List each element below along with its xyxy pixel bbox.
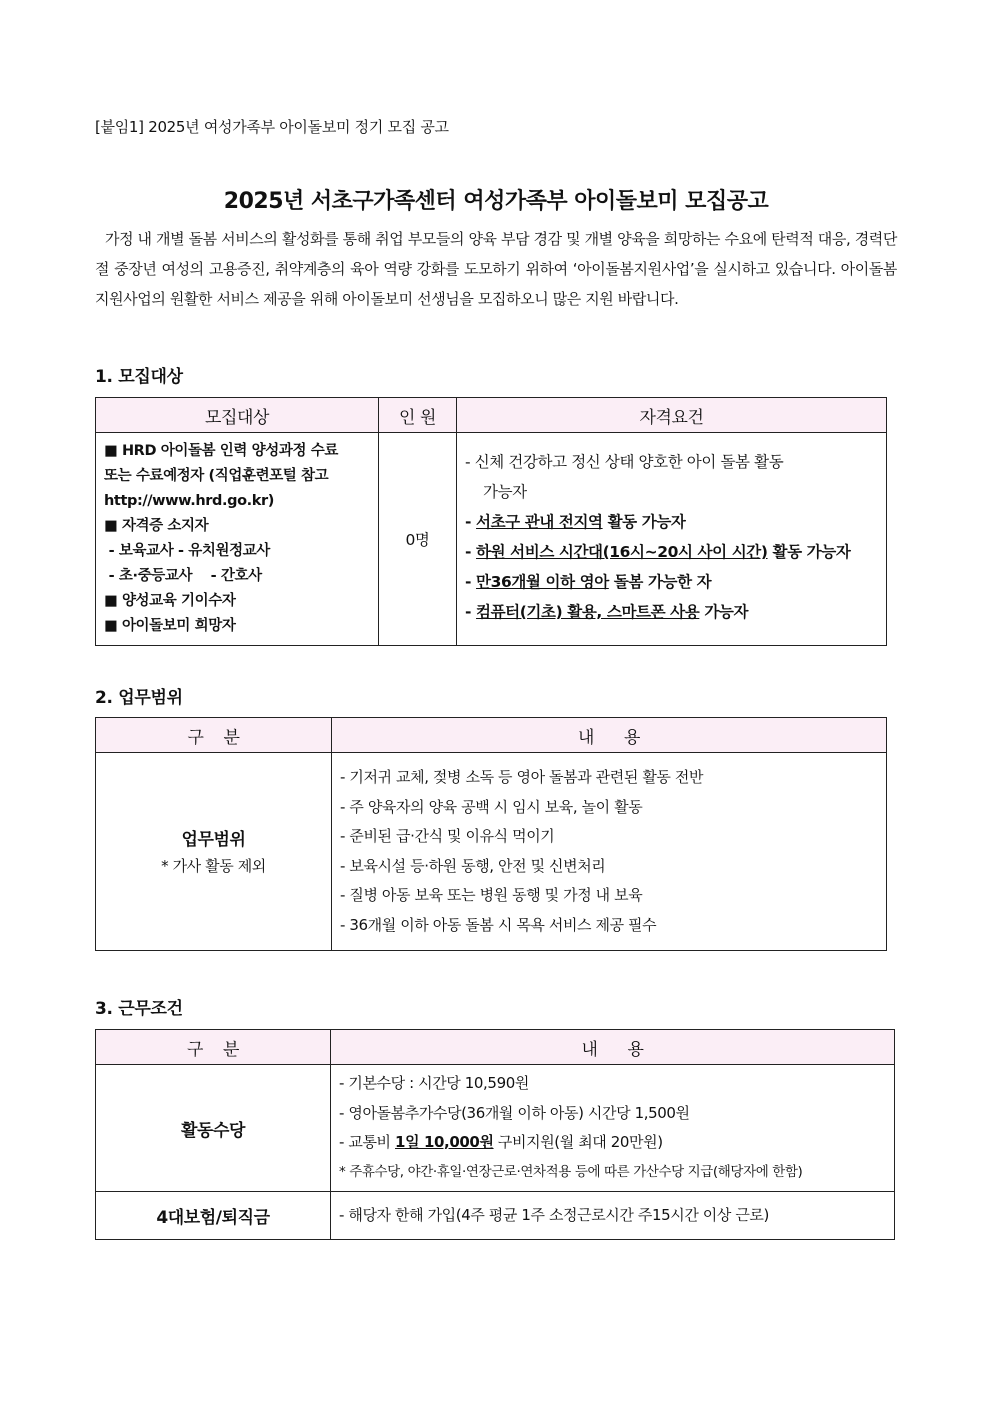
- requirement-hours: [465, 537, 878, 567]
- target-item: ■ 자격증 소지자: [104, 518, 209, 534]
- header-qualification: 자격요건: [457, 398, 887, 433]
- work-item: - 질병 아동 보육 또는 병원 동행 및 가정 내 보육: [340, 886, 643, 904]
- req-underlined: 컴퓨터(기초) 활용, 스마트폰 사용: [476, 603, 700, 621]
- target-list: [96, 433, 379, 646]
- headcount: 0명: [379, 433, 457, 646]
- work-item: - 주 양육자의 양육 공백 시 임시 보육, 놀이 활동: [340, 797, 643, 816]
- req-dash: -: [465, 573, 477, 591]
- target-item: http://www.hrd.go.kr): [104, 493, 274, 509]
- requirement-area: [465, 507, 878, 537]
- work-scope-items: [332, 753, 887, 951]
- target-item: - 보육교사 - 유치원정교사: [104, 543, 270, 559]
- req-rest: 활동 가능자: [602, 513, 686, 531]
- intro-text: 가정 내 개별 돌봄 서비스의 활성화를 통해 취업 부모들의 양육 부담 경감 및 개별 양육을 희망하는 수요에 탄력적 대응, 경력단절 중장년 여성의 고용증진, 취약계층의 육아 역량 강화를 도모하기 위하여 ‘아이돌봄지원사업’을 실시하고 있습니다. 아이돌봄 지원사업의 원활한 서비스 제공을 위해 아이돌보미 선생님을 모집하오니 많은 지원 바랍니다.: [95, 230, 897, 308]
- section-1-heading: 1. 모집대상: [95, 367, 183, 387]
- header-target: 모집대상: [96, 398, 379, 433]
- transport-allowance: [339, 1128, 886, 1158]
- requirement-computer: [465, 597, 878, 627]
- target-item: ■ 양성교육 기이수자: [104, 593, 236, 609]
- header-content: 내 용: [332, 718, 887, 753]
- target-item: 또는 수료예정자 (직업훈련포털 참고: [104, 468, 329, 484]
- work-scope-note: * 가사 활동 제외: [161, 856, 266, 875]
- req-rest: 돌봄 가능한 자: [608, 573, 712, 591]
- work-scope-label: 업무범위: [181, 829, 246, 850]
- req-underlined: 서초구 관내 전지역: [476, 513, 603, 531]
- transport-suffix: 구비지원(월 최대 20만원): [493, 1133, 663, 1151]
- header-category: 구 분: [96, 718, 332, 753]
- section-3-heading: 3. 근무조건: [95, 999, 183, 1019]
- intro-paragraph: [95, 224, 897, 314]
- req-dash: -: [465, 513, 477, 531]
- work-scope-table: [95, 717, 887, 951]
- work-conditions-table: [95, 1029, 895, 1240]
- transport-prefix: - 교통비: [339, 1133, 396, 1151]
- req-underlined: 하원 서비스 시간대(16시~20시 사이 시간): [476, 543, 768, 561]
- requirement-health: - 신체 건강하고 정신 상태 양호한 아이 돌봄 활동: [465, 453, 784, 471]
- transport-amount: 1일 10,000원: [395, 1133, 494, 1151]
- header-count: 인 원: [379, 398, 457, 433]
- requirement-infant: [465, 567, 878, 597]
- work-item: - 36개월 이하 아동 돌봄 시 목욕 서비스 제공 필수: [340, 915, 657, 934]
- req-rest: 활동 가능자: [767, 543, 851, 561]
- req-underlined: 만36개월 이하 영아: [476, 573, 609, 591]
- work-item: - 준비된 급·간식 및 이유식 먹이기: [340, 827, 555, 845]
- section-2-heading: 2. 업무범위: [95, 688, 183, 708]
- target-item: ■ 아이돌보미 희망자: [104, 618, 236, 634]
- insurance-text: - 해당자 한해 가입(4주 평균 1주 소정근로시간 주15시간 이상 근로): [331, 1192, 895, 1240]
- header-category: 구 분: [96, 1030, 331, 1065]
- req-dash: -: [465, 603, 477, 621]
- req-rest: 가능자: [699, 603, 749, 621]
- target-item: - 초·중등교사 - 간호사: [104, 568, 262, 584]
- work-item: - 기저귀 교체, 젖병 소독 등 영아 돌봄과 관련된 활동 전반: [340, 768, 704, 786]
- allowance-items: [331, 1065, 895, 1192]
- allowance-note: * 주휴수당, 야간·휴일·연장근로·연차적용 등에 따른 가산수당 지급(해당자에 한함): [339, 1163, 803, 1180]
- allowance-item: - 영아돌봄추가수당(36개월 이하 아동) 시간당 1,500원: [339, 1103, 690, 1122]
- page-title: 2025년 서초구가족센터 여성가족부 아이돌보미 모집공고: [223, 189, 769, 214]
- requirement-health-cont: 가능자: [483, 483, 527, 501]
- req-dash: -: [465, 543, 477, 561]
- allowance-item: - 기본수당 : 시간당 10,590원: [339, 1074, 529, 1092]
- qualification-list: [457, 433, 887, 646]
- attachment-label: [붙임1] 2025년 여성가족부 아이돌보미 정기 모집 공고: [95, 118, 449, 136]
- target-item: ■ HRD 아이돌봄 인력 양성과정 수료: [104, 443, 338, 459]
- work-scope-label-cell: [96, 753, 332, 951]
- work-item: - 보육시설 등·하원 동행, 안전 및 신변처리: [340, 856, 606, 875]
- insurance-label: 4대보험/퇴직금: [96, 1192, 331, 1240]
- header-content: 내 용: [331, 1030, 895, 1065]
- recruitment-target-table: [95, 397, 887, 646]
- allowance-label: 활동수당: [96, 1065, 331, 1192]
